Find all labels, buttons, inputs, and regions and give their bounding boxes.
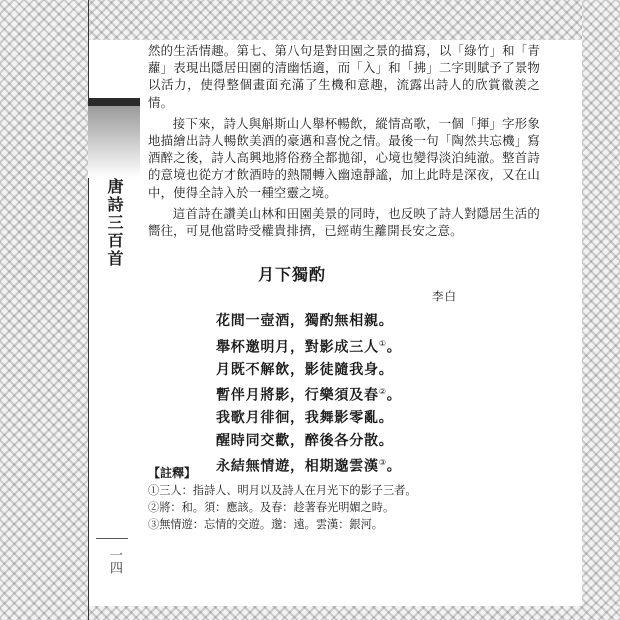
footnote-marker: ②	[378, 387, 387, 397]
sidebar-divider	[88, 0, 89, 620]
poem-line: 月既不解飲，影徒隨我身。	[216, 361, 394, 378]
notes-heading: 【註釋】	[148, 466, 197, 480]
poem-author: 李白	[432, 289, 457, 303]
poem-body	[216, 310, 402, 478]
decorative-border-right	[582, 0, 620, 620]
decorative-border-left	[0, 0, 88, 620]
poem-title: 月下獨酌	[258, 265, 327, 284]
poem-line: 舉杯邀明月，對影成三人①。	[216, 338, 402, 356]
page-number-rule	[96, 538, 128, 539]
commentary-text	[148, 42, 540, 243]
decorative-border-top	[88, 0, 620, 40]
notes-list	[148, 482, 538, 533]
poem-line: 花間一壺酒，獨酌無相親。	[216, 313, 394, 329]
sidebar-header-band	[88, 98, 140, 106]
note-item: ②將：和。須：應該。及春：趁著春光明媚之時。	[148, 501, 395, 514]
poem-line: 醒時同交歡，醉後各分散。	[216, 432, 394, 449]
note-item: ①三人：指詩人、明月以及詩人在月光下的影子三者。	[148, 484, 417, 497]
commentary-paragraph: 這首詩在讚美山林和田園美景的同時，也反映了詩人對隱居生活的嚮往，可見他當時受權貴排擠，已經萌生離開長安之意。	[148, 205, 540, 239]
page-number: 一四	[107, 548, 122, 574]
commentary-paragraph: 接下來，詩人與斛斯山人舉杯暢飲，縱情高歌，一個「揮」字形象地描繪出詩人暢飲美酒的豪邁和喜悅之情。最後一句「陶然共忘機」寫酒醉之後，詩人高興地將俗務全都拋卻，心境也變得淡泊純澈。整首詩的意境也從方才飲酒時的熱鬧轉入幽遠靜謐，加上此時是深夜，又在山中，使得全詩入於一種空靈之境。	[148, 115, 540, 200]
footnote-marker: ①	[378, 338, 387, 348]
footnote-marker: ③	[378, 458, 387, 468]
poem-line: 暫伴月將影，行樂須及春②。	[216, 387, 402, 404]
book-title: 唐詩三百首	[105, 178, 124, 268]
sidebar-gradient-tab	[88, 106, 140, 178]
poem-line: 我歌月徘徊，我舞影零亂。	[216, 410, 394, 427]
poem-line: 永結無情遊，相期邈雲漢③。	[216, 458, 402, 475]
note-item: ③無情遊：忘情的交遊。邈：遠。雲漢：銀河。	[148, 518, 383, 531]
commentary-paragraph: 然的生活情趣。第七、第八句是對田園之景的描寫，以「綠竹」和「青蘿」表現出隱居田園的清幽恬適，而「入」和「拂」二字則賦予了景物以活力，使得整個畫面充滿了生機和意趣，流露出詩人的欣賞徽羨之情。	[148, 43, 540, 110]
decorative-border-bottom	[88, 606, 620, 620]
